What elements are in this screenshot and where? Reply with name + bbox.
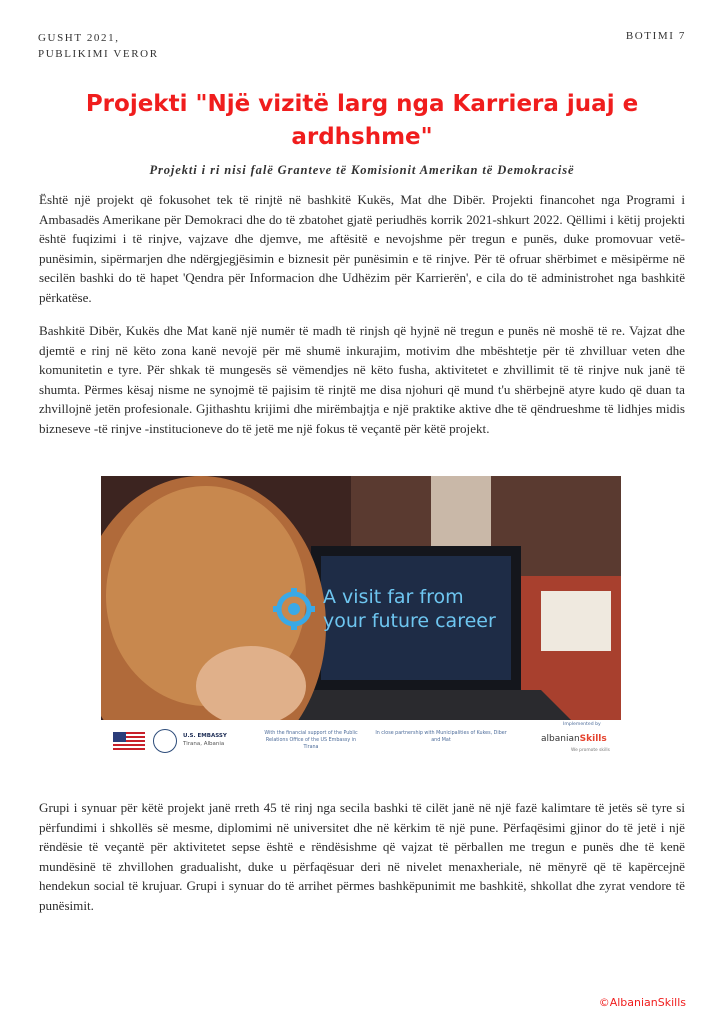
gear-icon: [271, 586, 317, 632]
issue-number: BOTIMI 7: [625, 30, 686, 42]
brand-tagline: We promote skills: [571, 748, 610, 753]
issue-date: [38, 30, 159, 62]
issue-date-line1: GUSHT 2021,: [38, 32, 120, 44]
us-flag-icon: [113, 732, 145, 750]
image-overlay: [271, 585, 496, 633]
partnership-text: In close partnership with Municipalities of Kukes, Diber and Mat: [375, 731, 507, 743]
embassy-name: U.S. EMBASSY: [183, 733, 227, 739]
sponsor-logos: [101, 720, 621, 766]
overlay-caption: [323, 585, 496, 633]
embassy-seal-icon: [153, 729, 177, 753]
support-text: With the financial support of the Public Relations Office of the US Embassy in Tirana: [264, 731, 358, 750]
albanianskills-logo: [541, 734, 607, 744]
paragraph-target-group: Grupi i synuar për këtë projekt janë rreth 45 të rinj nga secila bashki të cilët janë në një fazë kalimtare të jetës së tyre si përfundimi i shkollës së mesme, diplomimi në universitet dhe në kërkim të një pune. Përfaqësimi gjinor do të jetë i një rëndësie të veçantë për aktivitetet sepse është e rëndësishme që vajzat të përballen me tregun e punës dhe të kenë mundësinë të zhvillohen gradualisht, duke u përfaqësuar deri në nivelet menaxheriale, në mënyrë që të kapërcejnë hendekun social të krujuar. Grupi i synuar do të arrihet përmes bashkëpunimit me bashkitë, shkollat dhe zyrat vendore të punësimit.: [39, 800, 685, 913]
article-subtitle: Projekti i ri nisi falë Granteve të Komisionit Amerikan të Demokracisë: [149, 163, 575, 177]
issue-date-line2: PUBLIKIMI VEROR: [38, 48, 159, 60]
article-title: Projekti "Një vizitë larg nga Karriera juaj e ardhshme": [85, 91, 639, 150]
paragraph-context: Bashkitë Dibër, Kukës dhe Mat kanë një numër të madh të rinjsh që hyjnë në tregun e punës në moshë të re. Vajzat dhe djemtë e rinj në këto zona kanë nevojë për më shumë inkurajim, motivim dhe mbështetje për të zhvilluar veten dhe komunitetin e tyre. Për shkak të mungesës së vëmendjes në këto fusha, aktivitetet e zhvillimit të të rinjve nuk janë të shumta. Përmes kësaj nisme ne synojmë të pajisim të rinjtë me disa njohuri që mund t'u shërbejnë atyre kudo që duan ta zhvillojnë jetën profesionale. Gjithashtu krijimi dhe mirëmbajtja e një praktike aktive dhe të qëndrueshme të lidhjes midis bizneseve -të rinjve -institucioneve do të jetë me një fokus të veçantë për këtë projekt.: [39, 323, 685, 436]
brand-part1: albanian: [541, 734, 580, 744]
embassy-city: Tirana, Albania: [183, 741, 225, 747]
paragraph-intro: Është një projekt që fokusohet tek të rinjtë në bashkitë Kukës, Mat dhe Dibër. Projekti financohet nga Programi i Ambasadës Amerikane për Demokraci dhe do të zbatohet gjatë periudhës korrik 2021-shkurt 2022. Qëllimi i këtij projekti është fuqizimi i të rinjve, vajzave dhe djemve, me aftësitë e nevojshme për tregun e punës, duke promovuar vetë-punësimin, sipërmarjen dhe ndërgjegjësimin e biznesit për punësimin e të rinjve. Për të ofruar shërbimet e mësipërme në secilën bashki do të hapet 'Qendra për Informacion dhe Udhëzim për Karrierën', e cila do të administrohet nga bashkitë përkatëse.: [39, 192, 685, 305]
embassy-label: [183, 732, 227, 748]
implemented-by-label: Implemented by: [563, 722, 601, 727]
overlay-line2: your future career: [323, 610, 496, 632]
footer-copyright: ©AlbanianSkills: [598, 996, 686, 1009]
overlay-line1: A visit far from: [323, 586, 464, 608]
brand-part2: Skills: [579, 734, 607, 744]
